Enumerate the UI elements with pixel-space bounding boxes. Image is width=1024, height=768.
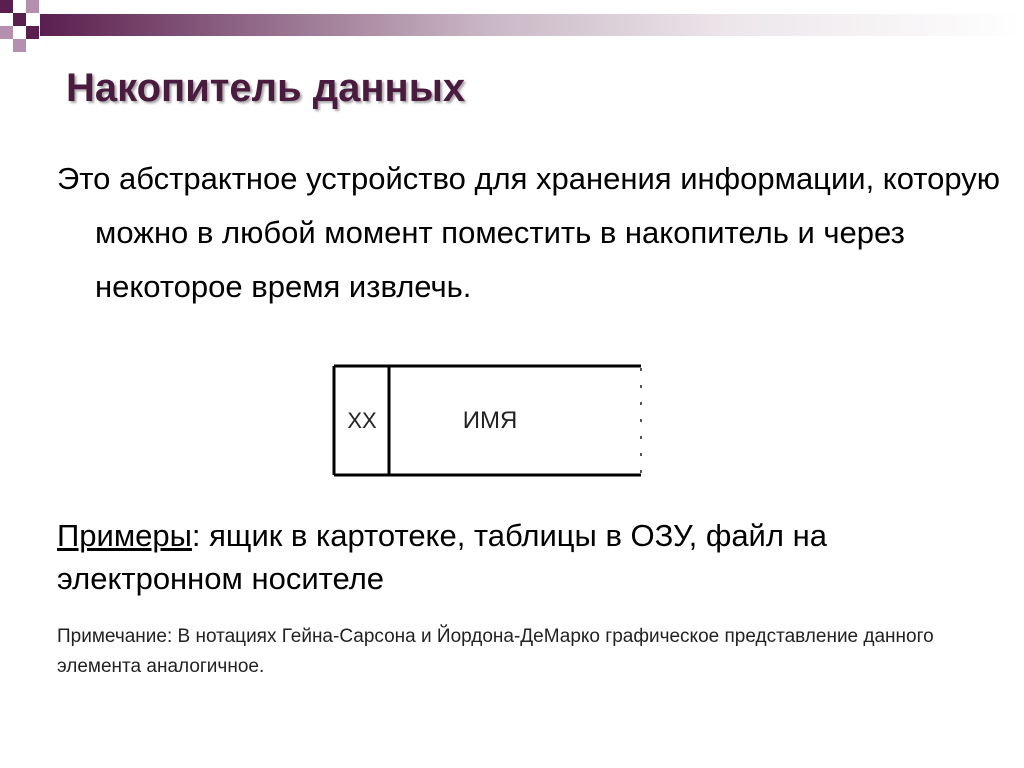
decor-square	[26, 0, 39, 13]
decor-square	[13, 39, 26, 52]
note-text: Примечание: В нотациях Гейна-Сарсона и Йордона-ДеМарко графическое представление данного элемента аналогичное.	[57, 626, 934, 677]
data-store-diagram	[326, 360, 656, 490]
header-gradient-band	[40, 14, 1024, 36]
store-name-cell: ИМЯ	[462, 407, 518, 434]
slide-title: Накопитель данных	[66, 66, 466, 110]
definition-text: Это абстрактное устройство для хранения информации, которую можно в любой момент поместить в накопитель и через некоторое время извлечь.	[57, 161, 1001, 304]
examples-list: : ящик в картотеке, таблицы в ОЗУ, файл на электронном носителе	[57, 518, 827, 596]
examples-label: Примеры	[57, 518, 192, 553]
decor-square	[13, 13, 26, 26]
decor-square	[0, 26, 13, 39]
decor-square	[0, 0, 13, 13]
store-id-cell: XX	[347, 408, 377, 433]
examples-text	[57, 514, 987, 600]
decor-square	[26, 26, 39, 39]
